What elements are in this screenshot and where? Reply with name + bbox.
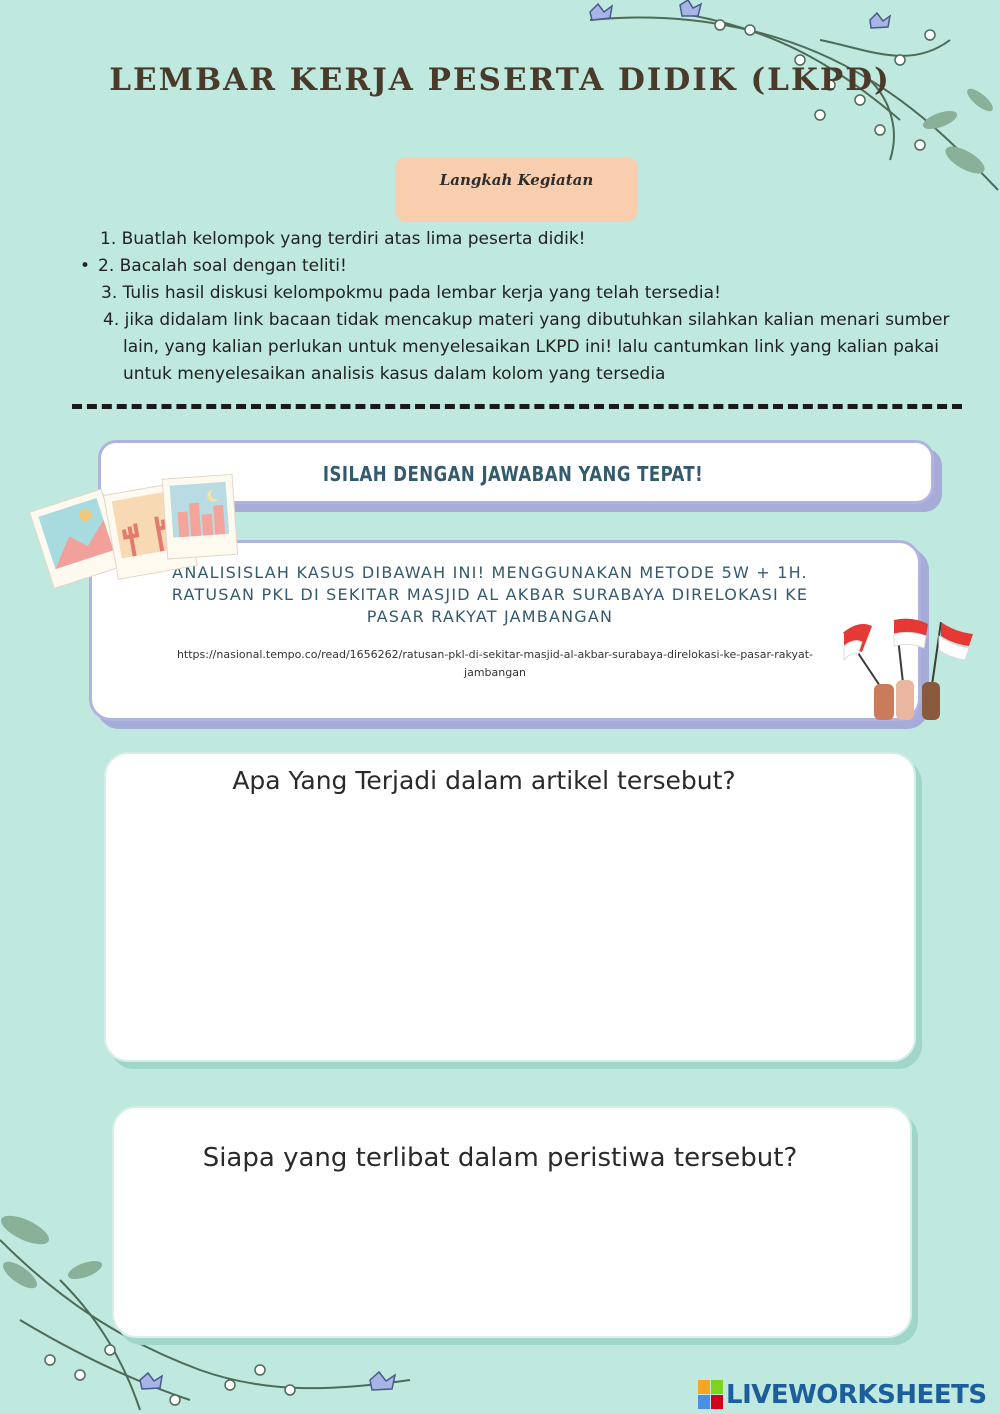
- liveworksheets-logo-icon: [698, 1380, 724, 1410]
- answer-field-2[interactable]: [140, 1195, 884, 1324]
- question-prompt-2: Siapa yang terlibat dalam peristiwa tersebut?: [202, 1143, 798, 1173]
- steps-badge: Langkah Kegiatan: [395, 157, 638, 222]
- case-title-line-2: RATUSAN PKL DI SEKITAR MASJID AL AKBAR SURABAYA DIRELOKASI KE: [171, 585, 809, 604]
- indonesia-flags-icon: [836, 612, 976, 724]
- liveworksheets-brand-text: LIVEWORKSHEETS: [726, 1380, 987, 1410]
- step-item-2: • 2. Bacalah soal dengan teliti!: [80, 253, 960, 280]
- case-title: [150, 562, 830, 628]
- steps-list: [80, 226, 960, 388]
- case-title-line-3: PASAR RAKYAT JAMBANGAN: [366, 607, 614, 626]
- instruction-heading: ISILAH DENGAN JAWABAN YANG TEPAT!: [322, 462, 704, 486]
- question-prompt-1: Apa Yang Terjadi dalam artikel tersebut?: [232, 766, 736, 795]
- page-title: LEMBAR KERJA PESERTA DIDIK (LKPD): [109, 62, 891, 98]
- case-title-line-1: ANALISISLAH KASUS DIBAWAH INI! MENGGUNAKAN METODE 5W + 1H.: [172, 563, 808, 582]
- case-article-link[interactable]: https://nasional.tempo.co/read/1656262/ratusan-pkl-di-sekitar-masjid-al-akbar-surabaya-direlokasi-ke-pasar-rakyat-jambangan: [176, 648, 814, 679]
- polaroid-photos-icon: [30, 468, 240, 593]
- answer-field-1[interactable]: [130, 820, 894, 1044]
- step-item-1: 1. Buatlah kelompok yang terdiri atas lima peserta didik!: [100, 229, 586, 249]
- dashed-divider: [72, 404, 962, 409]
- step-item-3: 3. Tulis hasil diskusi kelompokmu pada lembar kerja yang telah tersedia!: [101, 283, 721, 303]
- step-item-4: 4. jika didalam link bacaan tidak mencakup materi yang dibutuhkan silahkan kalian menari sumber lain, yang kalian perlukan untuk menyelesaikan LKPD ini! lalu cantumkan link yang kalian pakai untuk menyelesaikan analisis kasus dalam kolom yang tersedia: [103, 310, 950, 384]
